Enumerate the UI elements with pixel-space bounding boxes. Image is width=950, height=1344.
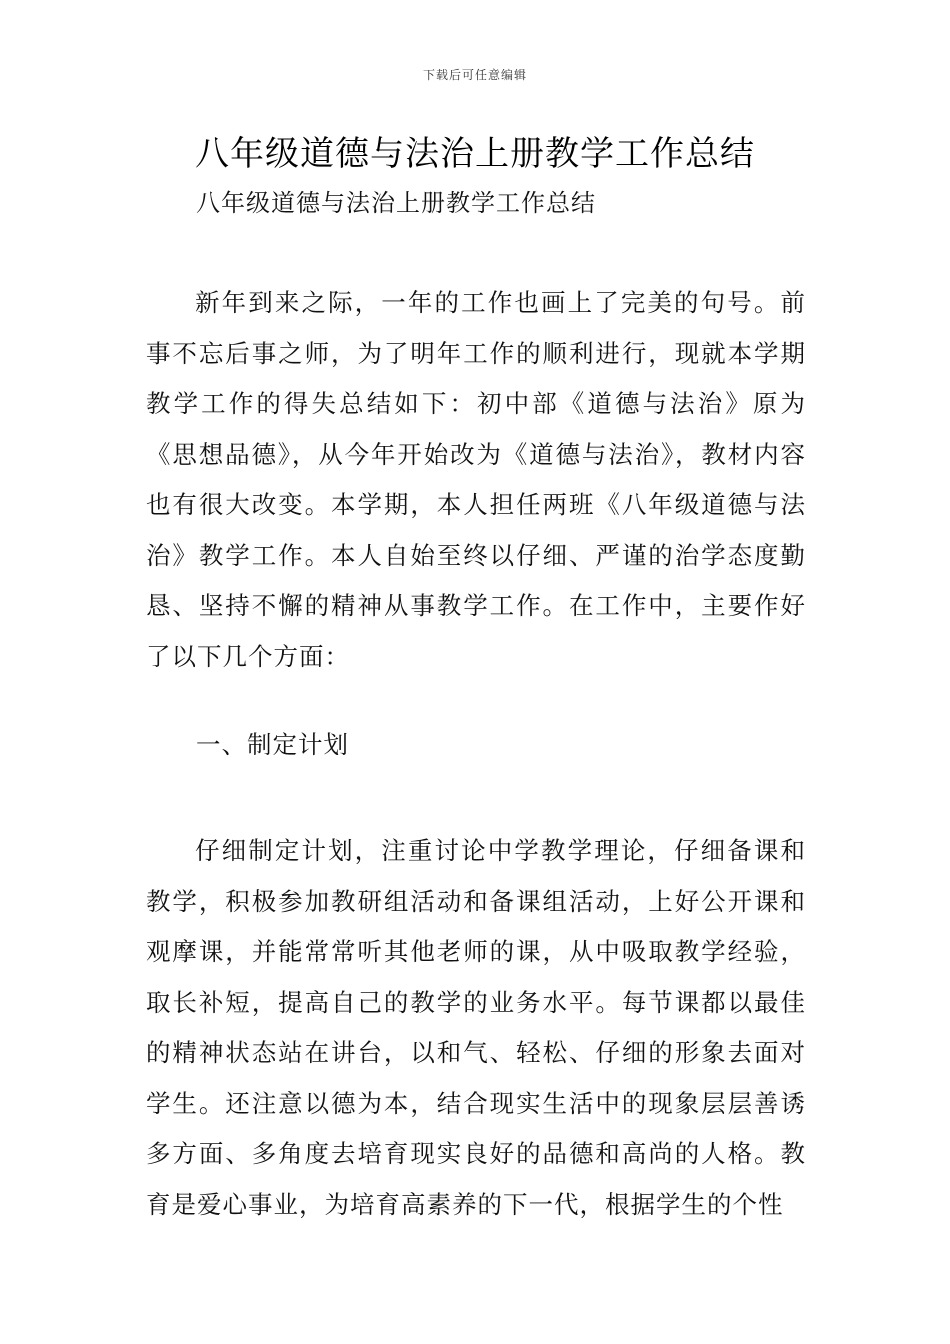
paragraph-intro-text: 新年到来之际，一年的工作也画上了完美的句号。前事不忘后事之师，为了明年工作的顺利进行，现就本学期教学工作的得失总结如下：初中部《道德与法治》原为《思想品德》，从今年开始改为《道德与法治》，教材内容也有很大改变。本学期，本人担任两班《八年级道德与法治》教学工作。本人自始至终以仔细、严谨的治学态度勤恳、坚持不懈的精神从事教学工作。在工作中，主要作好了以下几个方面： [146,288,806,671]
section-heading-plan: 一、制定计划 [196,730,349,759]
paragraph-plan-text: 仔细制定计划，注重讨论中学教学理论，仔细备课和教学，积极参加教研组活动和备课组活动，上好公开课和观摩课，并能常常听其他老师的课，从中吸取教学经验，取长补短，提高自己的教学的业务水平。每节课都以最佳的精神状态站在讲台，以和气、轻松、仔细的形象去面对学生。还注意以德为本，结合现实生活中的现象层层善诱多方面、多角度去培育现实良好的品德和高尚的人格。教育是爱心事业，为培育高素养的下一代，根据学生的个性 [146,836,806,1219]
document-subtitle: 八年级道德与法治上册教学工作总结 [196,189,596,217]
paragraph-intro [146,278,806,682]
header-note: 下载后可任意编辑 [422,68,527,82]
document-title: 八年级道德与法治上册教学工作总结 [195,134,755,174]
paragraph-plan [146,826,806,1230]
